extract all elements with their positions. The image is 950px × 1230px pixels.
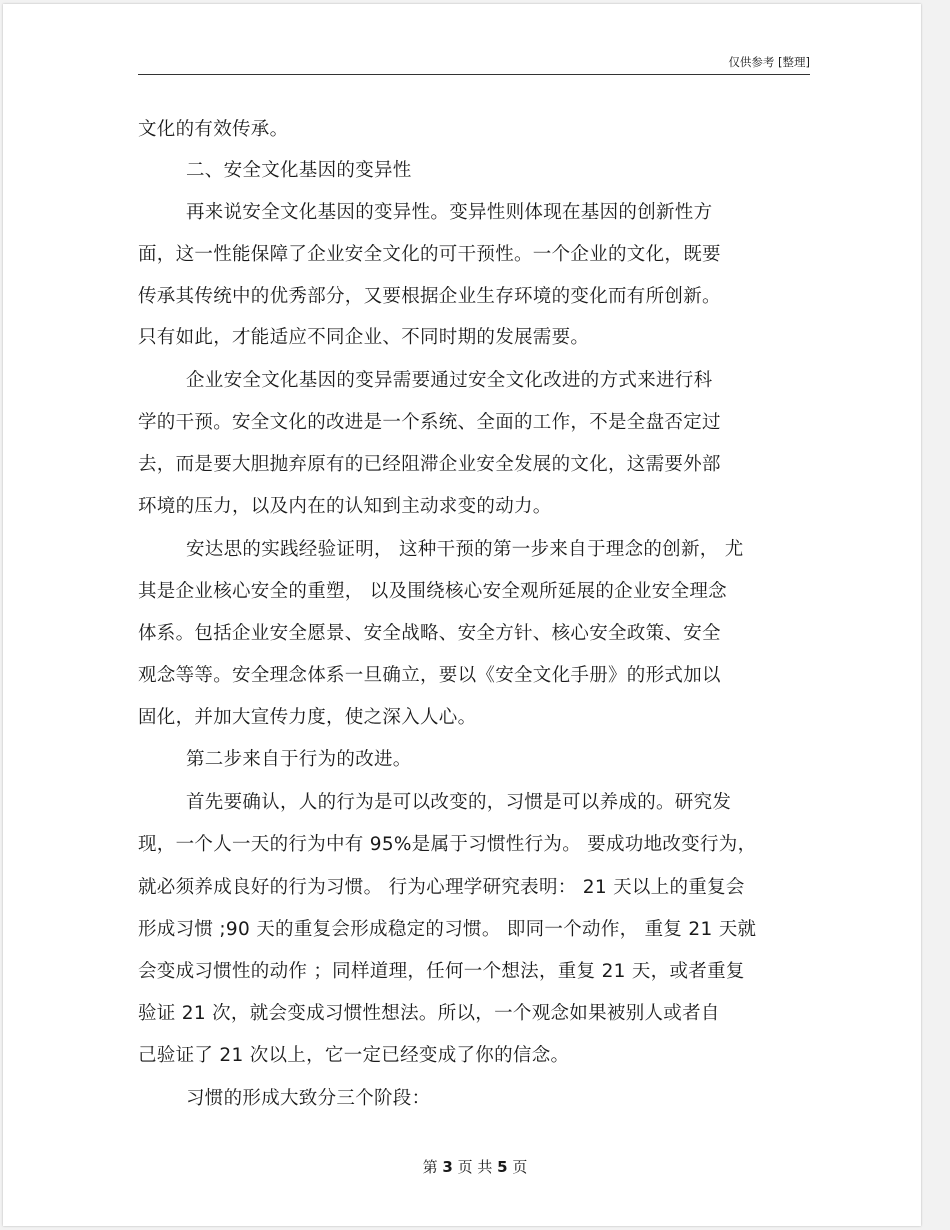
footer-suffix: 页 [512, 1158, 528, 1176]
text-line: 面，这一性能保障了企业安全文化的可干预性。一个企业的文化，既要 [138, 244, 721, 265]
text-line: 体系。包括企业安全愿景、安全战略、安全方针、核心安全政策、安全 [138, 623, 721, 644]
footer-prefix: 第 [422, 1158, 438, 1176]
text-line: 己验证了 21 次以上，它一定已经变成了你的信念。 [138, 1045, 570, 1066]
page-footer [0, 1156, 950, 1177]
section-heading: 二、安全文化基因的变异性 [186, 160, 412, 181]
text-line: 传承其传统中的优秀部分，又要根据企业生存环境的变化而有所创新。 [138, 286, 721, 307]
text-line: 习惯的形成大致分三个阶段： [186, 1088, 431, 1109]
text-line: 安达思的实践经验证明， 这种干预的第一步来自于理念的创新， 尤 [186, 539, 744, 560]
text-line: 第二步来自于行为的改进。 [186, 749, 412, 770]
text-line: 文化的有效传承。 [138, 119, 289, 140]
text-line: 环境的压力，以及内在的认知到主动求变的动力。 [138, 496, 552, 517]
text-line: 首先要确认，人的行为是可以改变的，习惯是可以养成的。研究发 [186, 792, 732, 813]
text-line: 形成习惯 ;90 天的重复会形成稳定的习惯。 即同一个动作， 重复 21 天就 [138, 919, 757, 940]
text-line: 会变成习惯性的动作 ；同样道理，任何一个想法，重复 21 天，或者重复 [138, 961, 745, 982]
text-line: 固化，并加大宣传力度，使之深入人心。 [138, 707, 477, 728]
text-line: 观念等等。安全理念体系一旦确立，要以《安全文化手册》的形式加以 [138, 665, 721, 686]
text-line: 验证 21 次，就会变成习惯性想法。所以，一个观念如果被别人或者自 [138, 1003, 720, 1024]
text-line: 企业安全文化基因的变异需要通过安全文化改进的方式来进行科 [186, 370, 713, 391]
header-text: 仅供参考 [整理] [728, 55, 810, 69]
text-line: 学的干预。安全文化的改进是一个系统、全面的工作，不是全盘否定过 [138, 412, 721, 433]
text-line: 现，一个人一天的行为中有 95%是属于习惯性行为。 要成功地改变行为， [138, 834, 757, 855]
text-line: 再来说安全文化基因的变异性。变异性则体现在基因的创新性方 [186, 202, 713, 223]
footer-middle: 页 共 [457, 1158, 493, 1176]
document-page [3, 4, 921, 1226]
footer-current-page: 3 [442, 1158, 453, 1176]
text-line: 其是企业核心安全的重塑， 以及围绕核心安全观所延展的企业安全理念 [138, 581, 727, 602]
text-line: 就必须养成良好的行为习惯。 行为心理学研究表明： 21 天以上的重复会 [138, 877, 745, 898]
page-header [138, 52, 810, 75]
text-line: 去，而是要大胆抛弃原有的已经阻滞企业安全发展的文化，这需要外部 [138, 454, 721, 475]
footer-total-pages: 5 [497, 1158, 508, 1176]
text-line: 只有如此，才能适应不同企业、不同时期的发展需要。 [138, 327, 590, 348]
